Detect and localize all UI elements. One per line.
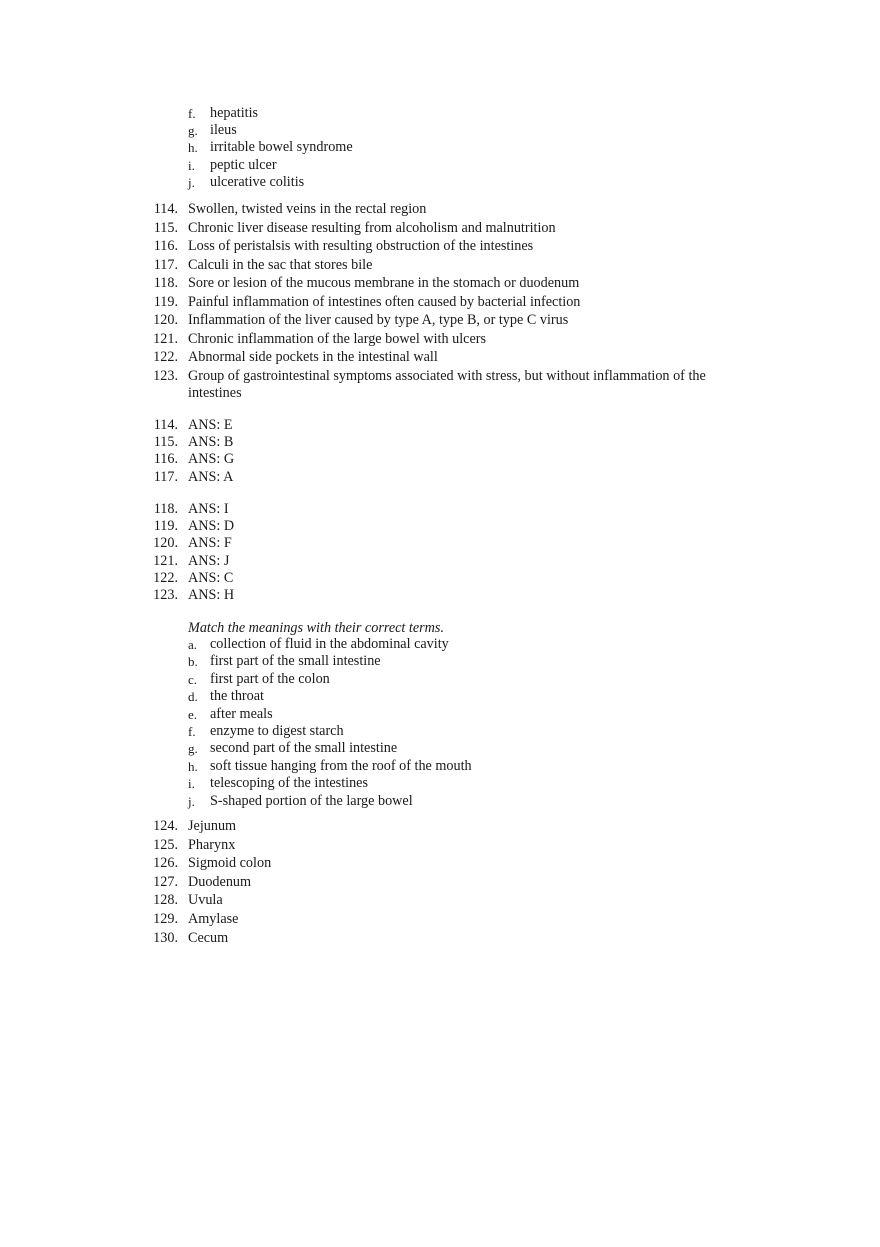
question-item [0,874,880,893]
answer-number: 119. [153,518,178,535]
answer-number: 120. [153,535,178,552]
choice-letter: b. [188,654,198,670]
answer-number: 117. [153,468,178,485]
answer-text: ANS: C [188,569,234,586]
answer-list-b [0,501,880,604]
choice-text: first part of the colon [210,670,330,687]
choice-item [0,636,880,653]
question-text: Calculi in the sac that stores bile [188,256,373,273]
question-number: 115. [153,219,178,236]
answer-text: ANS: A [188,468,234,485]
choice-list-top [0,105,880,191]
choice-letter: e. [188,706,198,722]
choice-letter: j. [188,793,195,809]
choice-item [0,139,880,156]
answer-text: ANS: I [188,501,229,517]
answer-number: 116. [153,451,178,468]
question-number: 116. [153,238,178,254]
section-instruction: Match the meanings with their correct terms. [188,620,444,636]
question-text: Sigmoid colon [188,855,272,872]
answer-item [0,518,880,535]
question-item [0,349,880,368]
choice-item [0,122,880,139]
answer-number: 122. [153,569,178,586]
answer-item [0,501,880,518]
question-item [0,331,880,350]
question-text: Duodenum [188,873,252,890]
choice-item [0,671,880,688]
choice-letter: c. [188,671,198,687]
answer-text: ANS: H [188,586,235,603]
answer-item [0,570,880,587]
question-text: Jejunum [188,818,237,834]
choice-text: the throat [210,688,264,705]
choice-letter: d. [188,689,198,705]
question-item [0,368,880,404]
choice-item [0,174,880,191]
question-text: Sore or lesion of the mucous membrane in the stomach or duodenum [188,275,580,291]
question-item [0,837,880,856]
choice-letter: g. [188,741,198,757]
choice-item [0,105,880,122]
question-text: Abnormal side pockets in the intestinal wall [188,349,438,365]
answer-item [0,451,880,468]
question-text: Pharynx [188,836,236,853]
answer-text: ANS: E [188,417,233,433]
question-item [0,275,880,294]
choice-item [0,706,880,723]
answer-item [0,434,880,451]
question-item [0,201,880,220]
answer-number: 115. [153,434,178,451]
answer-text: ANS: F [188,535,232,552]
question-text: Group of gastrointestinal symptoms associated with stress, but without inflammation of the intestines [188,367,706,401]
choice-text: S-shaped portion of the large bowel [210,792,413,809]
question-item [0,220,880,239]
question-item [0,818,880,837]
answer-item [0,417,880,434]
choice-letter: g. [188,123,198,139]
question-text: Uvula [188,892,223,909]
question-number: 125. [153,836,178,853]
answer-text: ANS: J [188,552,230,569]
question-text: Painful inflammation of intestines often caused by bacterial infection [188,293,581,310]
choice-text: hepatitis [210,105,259,121]
choice-letter: i. [188,157,195,173]
choice-item [0,653,880,670]
choice-text: enzyme to digest starch [210,722,344,739]
choice-letter: i. [188,776,195,792]
answer-text: ANS: D [188,518,235,535]
question-item [0,312,880,331]
question-number: 124. [153,818,178,834]
answer-text: ANS: B [188,434,234,451]
choice-text: after meals [210,705,273,722]
question-item [0,911,880,930]
answer-item [0,535,880,552]
choice-item [0,793,880,810]
choice-item [0,758,880,775]
question-number: 127. [153,873,178,890]
question-list-1 [0,201,880,404]
question-number: 123. [153,367,178,384]
question-text: Chronic liver disease resulting from alcoholism and malnutrition [188,219,556,236]
choice-text: ulcerative colitis [210,173,305,190]
choice-letter: f. [188,723,196,739]
choice-text: second part of the small intestine [210,740,398,757]
question-item [0,930,880,949]
question-text: Cecum [188,929,229,946]
choice-text: ileus [210,122,237,139]
question-number: 119. [153,293,178,310]
choice-letter: a. [188,637,198,652]
answer-item [0,587,880,604]
question-text: Chronic inflammation of the large bowel with ulcers [188,330,486,347]
question-number: 130. [153,929,178,946]
question-text: Amylase [188,910,239,927]
question-item [0,257,880,276]
answer-item [0,469,880,486]
choice-item [0,723,880,740]
answer-list-a [0,417,880,486]
question-number: 121. [153,330,178,347]
choice-text: soft tissue hanging from the roof of the mouth [210,757,472,774]
choice-item [0,740,880,757]
question-number: 129. [153,910,178,927]
question-number: 118. [153,275,178,291]
answer-number: 121. [153,552,178,569]
question-text: Swollen, twisted veins in the rectal region [188,201,427,217]
question-number: 117. [153,256,178,273]
answer-item [0,553,880,570]
question-text: Loss of peristalsis with resulting obstruction of the intestines [188,238,534,254]
choice-list-bottom [0,636,880,810]
choice-text: collection of fluid in the abdominal cavity [210,636,449,652]
question-text: Inflammation of the liver caused by type A, type B, or type C virus [188,312,569,328]
question-item [0,238,880,257]
choice-text: telescoping of the intestines [210,775,368,792]
choice-letter: f. [188,106,196,121]
answer-text: ANS: G [188,451,235,468]
choice-item [0,775,880,792]
choice-text: first part of the small intestine [210,653,381,670]
choice-text: irritable bowel syndrome [210,139,353,156]
choice-letter: j. [188,174,195,190]
question-item [0,892,880,911]
question-number: 114. [153,201,178,217]
question-number: 120. [153,312,178,328]
answer-number: 118. [153,501,178,517]
question-number: 122. [153,349,178,365]
question-number: 126. [153,855,178,872]
question-item [0,294,880,313]
answer-number: 114. [153,417,178,433]
question-number: 128. [153,892,178,909]
choice-item [0,157,880,174]
choice-item [0,688,880,705]
choice-letter: h. [188,758,198,774]
question-item [0,855,880,874]
question-list-2 [0,818,880,948]
choice-letter: h. [188,140,198,156]
choice-text: peptic ulcer [210,156,277,173]
answer-number: 123. [153,586,178,603]
